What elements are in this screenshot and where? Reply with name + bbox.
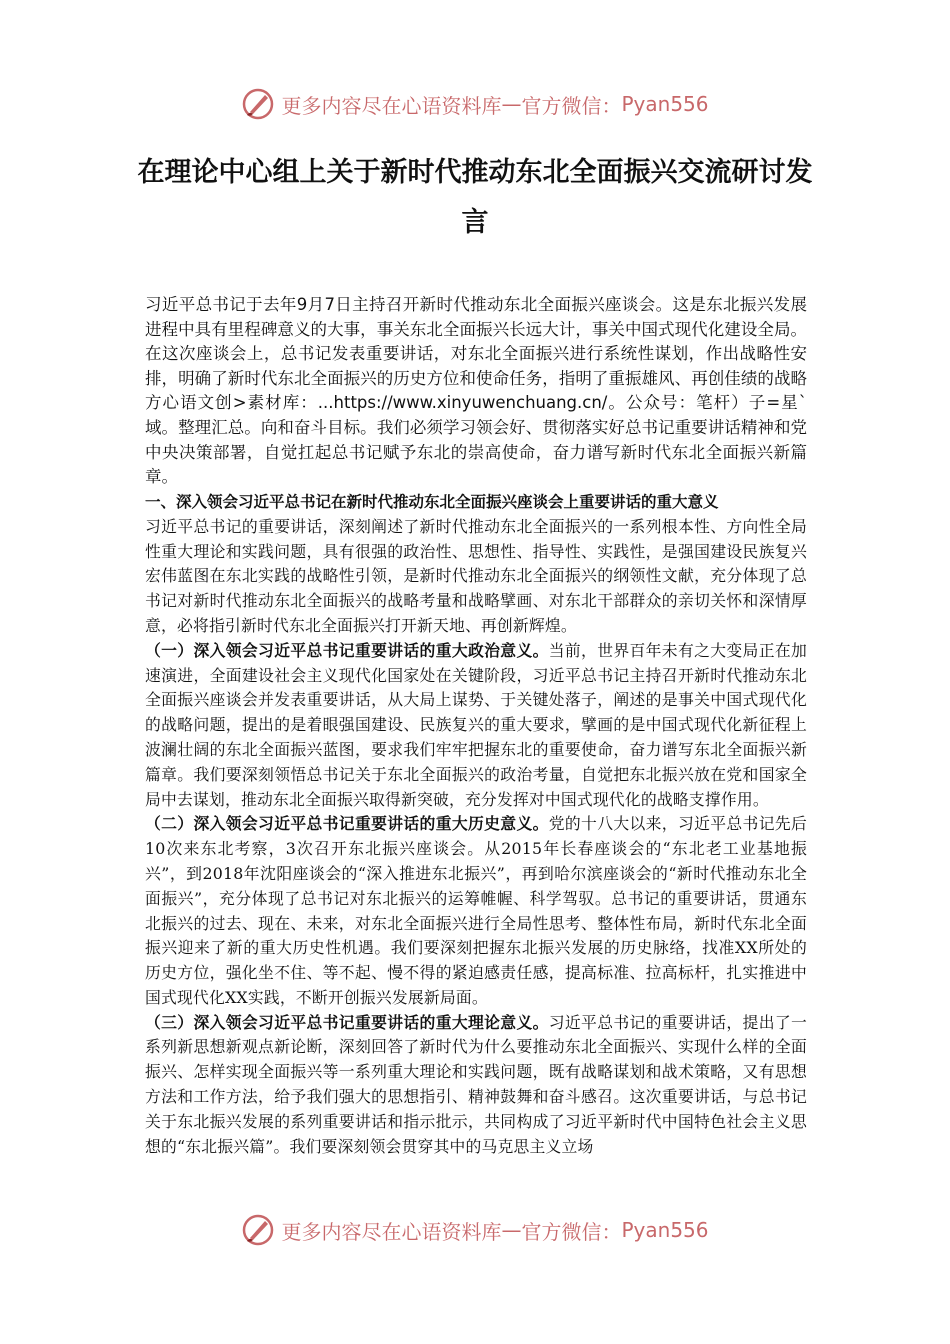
watermark-dash: — — [501, 92, 522, 116]
watermark-wechat-id: Pyan556 — [621, 1218, 709, 1242]
watermark-wechat-label: 官方微信： — [521, 1219, 622, 1244]
intro-paragraph: 习近平总书记于去年9月7日主持召开新时代推动东北全面振兴座谈会。这是东北振兴发展进程中具有里程碑意义的大事，事关东北全面振兴长远大计，事关中国式现代化建设全局。在这次座谈会上，总书记发表重要讲话，对东北全面振兴进行系统性谋划，作出战略性安排，明确了新时代东北全面振兴的历史方位和使命任务，指明了重振雄风、再创佳绩的战略方心语文创>素材库：...https://www.xinyuwenchuang.cn/。公众号：笔杆）子=星`域。整理汇总。向和奋斗目标。我们必须学习领会好、贯彻落实好总书记重要讲话精神和党中央决策部署，自觉扛起总书记赋予东北的崇高使命，奋力谱写新时代东北全面振兴新篇章。 — [145, 295, 807, 487]
document-title: 在理论中心组上关于新时代推动东北全面振兴交流研讨发言 — [137, 157, 813, 238]
section-1-lead: 习近平总书记的重要讲话，深刻阐述了新时代推动东北全面振兴的一系列根本性、方向性全局性重大理论和实践问题，具有很强的政治性、思想性、指导性、实践性，是强国建设民族复兴宏伟蓝图在东北实践的战略性引领，是新时代推动东北全面振兴的纲领性文献，充分体现了总书记对新时代推动东北全面振兴的战略考量和战略擘画、对东北干部群众的亲切关怀和深情厚意，必将指引新时代东北全面振兴打开新天地、再创新辉煌。 — [145, 516, 807, 635]
brush-logo-icon — [241, 87, 275, 121]
point-1 — [145, 639, 807, 813]
point-3 — [145, 1011, 807, 1160]
point-3-heading: （三）深入领会习近平总书记重要讲话的重大理论意义。 — [145, 1012, 549, 1032]
point-1-heading: （一）深入领会习近平总书记重要讲话的重大政治意义。 — [145, 640, 549, 660]
point-2 — [145, 812, 807, 1010]
watermark-text: 更多内容尽在心语资料库 — [281, 1219, 502, 1244]
section-1-heading: 一、深入领会习近平总书记在新时代推动东北全面振兴座谈会上重要讲话的重大意义 — [145, 492, 719, 511]
watermark-dash: — — [501, 1218, 522, 1242]
brush-logo-icon — [241, 1213, 275, 1247]
document-body — [145, 293, 807, 1159]
watermark-wechat-label: 官方微信： — [521, 93, 622, 118]
watermark-wechat-id: Pyan556 — [621, 92, 709, 116]
point-2-heading: （二）深入领会习近平总书记重要讲话的重大历史意义。 — [145, 814, 549, 834]
watermark-footer — [0, 1210, 950, 1250]
watermark-header — [0, 84, 950, 124]
point-2-text: 党的十八大以来，习近平总书记先后10次来东北考察，3次召开东北振兴座谈会。从2015年长春座谈会的“东北老工业基地振兴”，到2018年沈阳座谈会的“深入推进东北振兴”，再到哈尔滨座谈会的“新时代推动东北全面振兴”，充分体现了总书记对东北振兴的运筹帷幄、科学驾驭。总书记的重要讲话，贯通东北振兴的过去、现在、未来，对东北全面振兴进行全局性思考、整体性布局，新时代东北全面振兴迎来了新的重大历史性机遇。我们要深刻把握东北振兴发展的历史脉络，找准XX所处的历史方位，强化坐不住、等不起、慢不得的紧迫感责任感，提高标准、拉高标杆，扎实推进中国式现代化XX实践，不断开创振兴发展新局面。 — [145, 814, 807, 1007]
watermark-text: 更多内容尽在心语资料库 — [281, 93, 502, 118]
point-1-text: 当前，世界百年未有之大变局正在加速演进，全面建设社会主义现代化国家处在关键阶段，习近平总书记主持召开新时代推动东北全面振兴座谈会并发表重要讲话，从大局上谋势、于关键处落子，阐述的是事关中国式现代化的战略问题，提出的是着眼强国建设、民族复兴的重大要求，擘画的是中国式现代化新征程上波澜壮阔的东北全面振兴蓝图，要求我们牢牢把握东北的重要使命，奋力谱写东北全面振兴新篇章。我们要深刻领悟总书记关于东北全面振兴的政治考量，自觉把东北振兴放在党和国家全局中去谋划，推动东北全面振兴取得新突破，充分发挥对中国式现代化的战略支撑作用。 — [145, 640, 807, 809]
point-3-text: 习近平总书记的重要讲话，提出了一系列新思想新观点新论断，深刻回答了新时代为什么要推动东北全面振兴、实现什么样的全面振兴、怎样实现全面振兴等一系列重大理论和实践问题，既有战略谋划和战术策略，又有思想方法和工作方法，给予我们强大的思想指引、精神鼓舞和奋斗感召。这次重要讲话，与总书记关于东北振兴发展的系列重要讲话和指示批示，共同构成了习近平新时代中国特色社会主义思想的“东北振兴篇”。我们要深刻领会贯穿其中的马克思主义立场 — [145, 1012, 807, 1156]
